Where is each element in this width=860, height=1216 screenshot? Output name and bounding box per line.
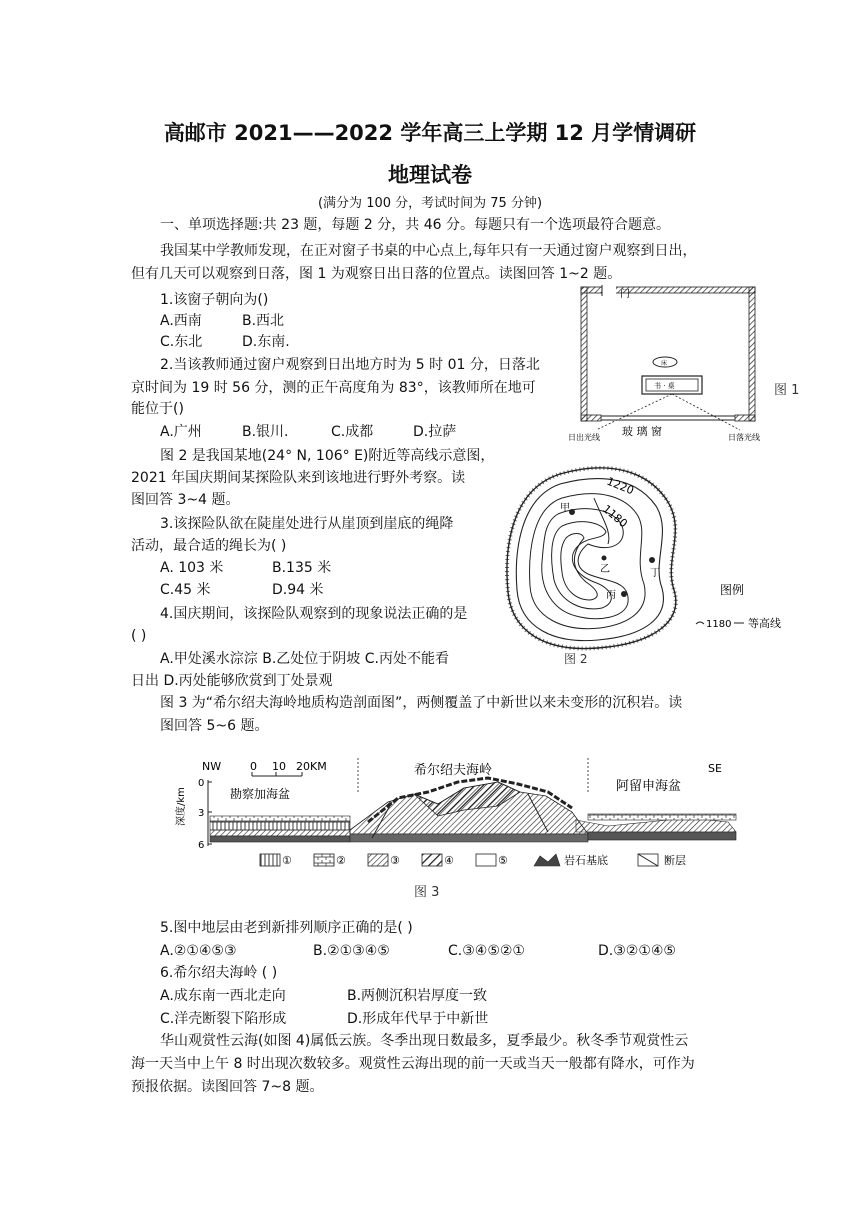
figure-2-caption: 图 2 [564, 652, 588, 666]
desk-label: 书 · 桌 [654, 382, 675, 390]
door-label: 门 [620, 289, 630, 300]
intro4-line2: 海一天当中上午 8 时出现次数较多。观赏性云海出现的前一天或当天一般都有降水，可作为 [131, 1056, 695, 1072]
q4-line3: A.甲处溪水淙淙 B.乙处位于阴坡 C.丙处不能看 [160, 651, 449, 667]
intro3-line1: 图 3 为“希尔绍夫海岭地质构造剖面图”，两侧覆盖了中新世以来未变形的沉积岩。读 [160, 695, 683, 711]
intro4-line3: 预报依据。读图回答 7~8 题。 [131, 1079, 324, 1095]
q5-stem: 5.图中地层由老到新排列顺序正确的是( ) [160, 920, 413, 936]
figure-1-room-diagram [560, 282, 810, 442]
q2-opt-c: C.成都 [331, 424, 374, 440]
section-heading: 一、单项选择题:共 23 题，每题 2 分，共 46 分。每题只有一个选项最符合题意。 [160, 217, 670, 233]
contour-inner-2 [542, 509, 628, 619]
q6-opt-c: C.洋壳断裂下陷形成 [160, 1011, 287, 1027]
q1-opt-d: D.东南. [242, 334, 290, 350]
q3-line2: 活动，最合适的绳长为( ) [131, 538, 287, 554]
bed-label: 床 [661, 360, 668, 367]
q6-stem: 6.希尔绍夫海岭 ( ) [160, 965, 278, 981]
label-yi: 乙 [600, 564, 610, 575]
label-bing: 丙 [606, 590, 616, 601]
legend-1: ① [282, 854, 292, 867]
page-title: 高邮市 2021——2022 学年高三上学期 12 月学情调研 [163, 121, 697, 145]
intro1-line2: 但有几天可以观察到日落，图 1 为观察日出日落的位置点。读图回答 1~2 题。 [131, 266, 622, 282]
intro4-line1: 华山观赏性云海(如图 4)属低云族。冬季出现日数最多，夏季最少。秋冬季节观赏性云 [160, 1033, 689, 1049]
contour-inner-1 [516, 479, 663, 641]
q1-opt-a: A.西南 [160, 313, 202, 329]
q5-opt-c: C.③④⑤②① [448, 943, 525, 959]
label-jia: 甲 [560, 503, 570, 514]
basin-right-label: 阿留申海盆 [616, 779, 682, 794]
window-label: 玻 璃 窗 [622, 425, 662, 438]
intro2-line2: 2021 年国庆期间某探险队来到该地进行野外考察。读 [131, 470, 466, 486]
q3-opt-b: B.135 米 [272, 560, 332, 576]
sunset-label: 日落光线 [728, 433, 760, 442]
page-subtitle: 地理试卷 [388, 163, 472, 187]
q2-line3: 能位于() [131, 401, 184, 417]
label-ding: 丁 [650, 568, 660, 579]
q4-line1: 4.国庆期间，该探险队观察到的现象说法正确的是 [160, 606, 468, 622]
sunset-ray [672, 394, 740, 430]
q6-opt-a: A.成东南一西北走向 [160, 988, 286, 1004]
scale-20: 20KM [296, 760, 327, 773]
q6-opt-d: D.形成年代早于中新世 [347, 1011, 489, 1027]
legend-value: 1180 [706, 619, 732, 630]
scale-0: 0 [250, 760, 257, 773]
q2-opt-b: B.银川. [242, 424, 289, 440]
depth-0: 0 [198, 778, 205, 789]
q5-opt-d: D.③②①④⑤ [598, 943, 676, 959]
contour-label-1220: 1220 [604, 474, 636, 498]
intro2-line1: 图 2 是我国某地(24° N, 106° E)附近等高线示意图， [160, 448, 495, 464]
basin-left-label: 勘察加海盆 [230, 787, 291, 801]
se-label: SE [708, 762, 722, 775]
q3-opt-c: C.45 米 [160, 582, 211, 598]
point-yi [602, 556, 607, 561]
q5-opt-b: B.②①③④⑤ [313, 943, 390, 959]
legend-basement: 岩石基底 [564, 854, 608, 867]
ridge-label: 希尔绍夫海岭 [414, 763, 493, 778]
q2-opt-a: A.广州 [160, 424, 202, 440]
legend-3: ③ [390, 854, 400, 867]
q1-opt-c: C.东北 [160, 334, 203, 350]
figure-3-geologic-profile [168, 752, 744, 904]
depth-axis-label: 深度/km [176, 787, 187, 826]
q3-line1: 3.该探险队欲在陡崖处进行从崖顶到崖底的绳降 [160, 516, 454, 532]
point-bing [621, 591, 627, 597]
depth-6: 6 [198, 840, 205, 851]
legend-fault: 断层 [664, 854, 686, 867]
q3-opt-d: D.94 米 [272, 582, 324, 598]
intro1-line1: 我国某中学教师发现，在正对窗子书桌的中心点上,每年只有一天通过窗户观察到日出， [160, 243, 697, 259]
q2-line1: 2.当该教师通过窗户观察到日出地方时为 5 时 01 分，日落北 [160, 357, 540, 373]
q3-opt-a: A. 103 米 [160, 560, 224, 576]
figure-2-contour-map [498, 462, 818, 672]
contour-label-1180: 1180 [600, 502, 630, 531]
score-info: (满分为 100 分，考试时间为 75 分钟) [317, 196, 543, 211]
point-ding [649, 557, 655, 563]
q2-opt-d: D.拉萨 [413, 424, 457, 440]
q1-opt-b: B.西北 [242, 313, 285, 329]
legend-2: ② [336, 854, 346, 867]
intro2-line3: 图回答 3~4 题。 [131, 492, 240, 508]
left-wall [581, 287, 587, 421]
q4-line2: ( ) [131, 628, 147, 644]
sunrise-label: 日出光线 [568, 433, 600, 442]
figure-1-caption: 图 1 [774, 383, 800, 398]
q1-stem: 1.该窗子朝向为() [160, 292, 269, 308]
figure-3-caption: 图 3 [414, 885, 440, 900]
legend-title: 图例 [720, 583, 745, 597]
q2-line2: 京时间为 19 时 56 分，测的正午高度角为 83°，该教师所在地可 [131, 380, 536, 396]
nw-label: NW [202, 760, 222, 773]
q4-line4: 日出 D.丙处能够欣赏到丁处景观 [131, 673, 333, 689]
q5-opt-a: A.②①④⑤③ [160, 943, 237, 959]
intro3-line2: 图回答 5~6 题。 [160, 718, 269, 734]
legend-5: ⑤ [498, 854, 508, 867]
door-gap [602, 285, 616, 295]
legend-text: 等高线 [748, 617, 781, 630]
legend-4: ④ [444, 854, 454, 867]
scale-10: 10 [272, 760, 286, 773]
right-wall [749, 287, 755, 421]
depth-3: 3 [198, 808, 205, 819]
q6-opt-b: B.两侧沉积岩厚度一致 [347, 988, 488, 1004]
